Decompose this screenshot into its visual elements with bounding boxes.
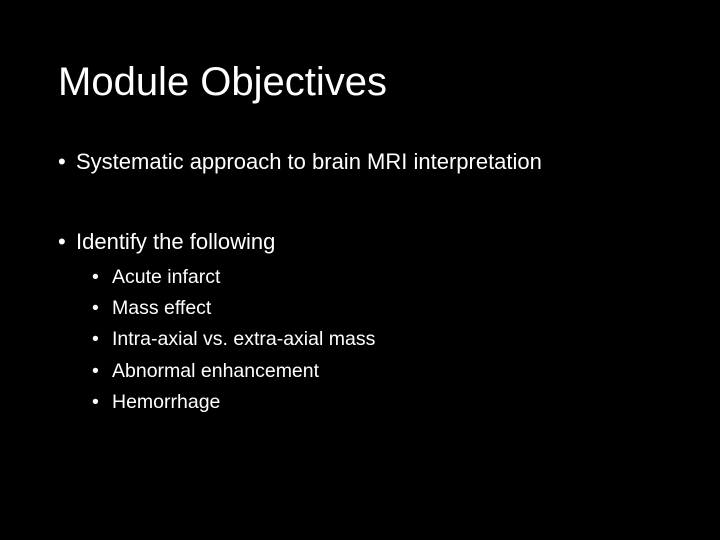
- bullet-dot-icon: •: [58, 229, 66, 254]
- sub-bullet-dot-icon: •: [92, 328, 99, 351]
- sub-bullet-list: [92, 262, 375, 418]
- sub-bullet-item: [92, 324, 375, 355]
- sub-bullet-dot-icon: •: [92, 266, 99, 288]
- bullet-text: Identify the following: [76, 229, 276, 254]
- sub-bullet-text: Abnormal enhancement: [112, 359, 320, 382]
- sub-bullet-item: [92, 356, 375, 387]
- sub-bullet-item: [92, 293, 375, 324]
- sub-bullet-dot-icon: •: [92, 359, 99, 382]
- sub-bullet-text: Mass effect: [112, 297, 212, 320]
- sub-bullet-dot-icon: •: [92, 297, 99, 320]
- sub-bullet-dot-icon: •: [92, 390, 99, 413]
- sub-bullet-item: [92, 387, 375, 418]
- sub-bullet-text: Hemorrhage: [112, 390, 221, 413]
- sub-bullet-text: Acute infarct: [112, 266, 221, 288]
- slide-title: Module Objectives: [58, 60, 388, 104]
- bullet-item: [58, 228, 275, 256]
- bullet-item: [58, 148, 542, 176]
- bullet-text: Systematic approach to brain MRI interpretation: [76, 149, 542, 174]
- bullet-dot-icon: •: [58, 149, 66, 174]
- sub-bullet-text: Intra-axial vs. extra-axial mass: [112, 328, 376, 351]
- sub-bullet-item: [92, 262, 375, 293]
